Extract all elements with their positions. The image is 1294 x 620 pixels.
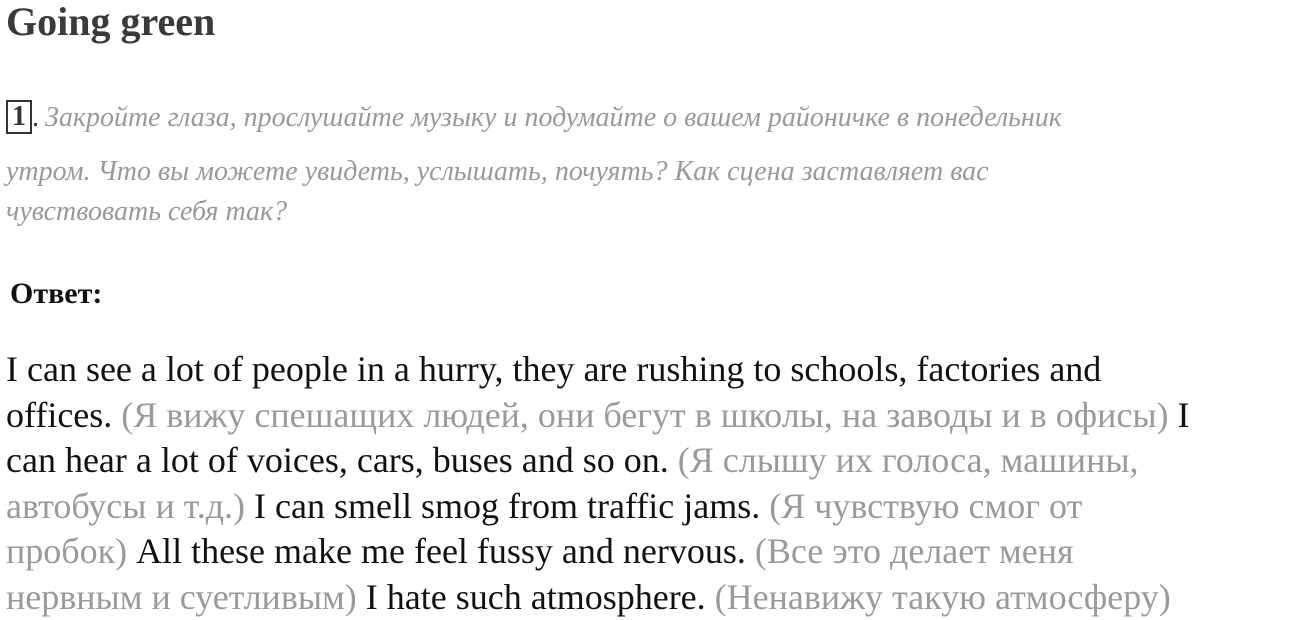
answer-segment-russian: пробок) — [6, 531, 127, 571]
task-text-line-1: Закройте глаза, прослушайте музыку и подумайте о вашем районичке в понедельник — [45, 102, 1062, 133]
answer-segment-english: All these make me feel fussy and nervous. — [127, 531, 755, 571]
answer-segment-russian: автобусы и т.д.) — [6, 486, 245, 526]
page-title: Going green — [6, 0, 215, 44]
answer-segment-russian: нервным и суетливым) — [6, 577, 357, 617]
answer-text — [6, 347, 1190, 620]
answer-segment-english: can hear a lot of voices, cars, buses and so on. — [6, 440, 678, 480]
answer-line — [6, 393, 1190, 439]
answer-line — [6, 575, 1190, 620]
answer-label: Ответ: — [10, 277, 102, 311]
answer-line — [6, 484, 1190, 530]
answer-line — [6, 347, 1190, 393]
task-number-badge: 1 — [6, 100, 32, 134]
task-number-suffix: . — [32, 102, 39, 133]
answer-segment-english: I hate such atmosphere. — [357, 577, 715, 617]
task-line — [6, 100, 1062, 134]
task-text-line-2: утром. Что вы можете увидеть, услышать, почуять? Как сцена заставляет вас — [6, 156, 989, 188]
answer-segment-english: I can smell smog from traffic jams. — [245, 486, 769, 526]
answer-segment-russian: (Я чувствую смог от — [769, 486, 1082, 526]
answer-segment-russian: (Ненавижу такую атмосферу) — [715, 577, 1171, 617]
answer-segment-russian: (Я вижу спешащих людей, они бегут в школы, на заводы и в офисы) — [121, 395, 1168, 435]
answer-segment-russian: (Я слышу их голоса, машины, — [678, 440, 1139, 480]
answer-segment-english: I can see a lot of people in a hurry, they are rushing to schools, factories and — [6, 349, 1101, 389]
task-text-line-3: чувствовать себя так? — [6, 196, 287, 228]
answer-line — [6, 529, 1190, 575]
answer-segment-english: offices. — [6, 395, 121, 435]
answer-segment-english: I — [1169, 395, 1190, 435]
answer-line — [6, 438, 1190, 484]
answer-segment-russian: (Все это делает меня — [755, 531, 1074, 571]
